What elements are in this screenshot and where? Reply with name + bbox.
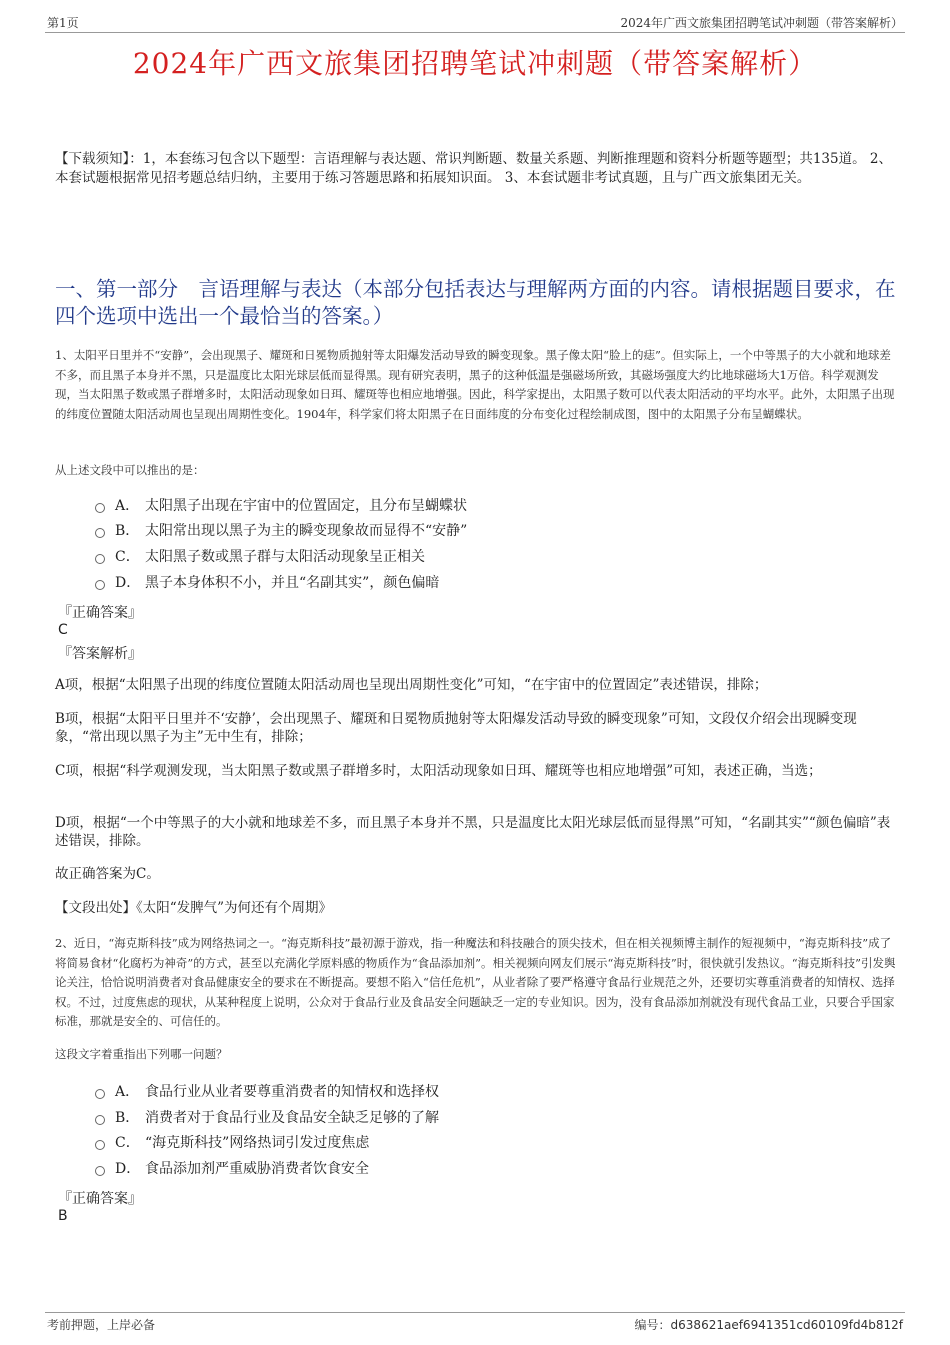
question-1-analysis-label: 『答案解析』 — [58, 646, 142, 662]
question-2-option-b[interactable] — [95, 1108, 439, 1128]
radio-icon[interactable] — [95, 1115, 105, 1125]
question-2-answer: B — [58, 1208, 68, 1224]
footer-slogan: 考前押题，上岸必备 — [47, 1318, 156, 1332]
option-key: A． — [115, 1084, 140, 1100]
question-2-stem: 2、近日，“海克斯科技”成为网络热词之一。“海克斯科技”最初源于游戏，指一种魔法和科技融合的顶尖技术，但在相关视频博主制作的短视频中，“海克斯科技”成了将简易食材“化腐朽为神奇”的方式，甚至以充满化学原料感的物质作为“食品添加剂”。相关视频向网友们展示“海克斯科技”时，很快就引发热议。“海克斯科技”引发舆论关注，恰恰说明消费者对食品健康安全的要求在不断提高。要想不陷入“信任危机”，从业者除了要严格遵守食品行业规范之外，还要切实尊重消费者的知情权、选择权。不过，过度焦虑的现状，从某种程度上说明，公众对于食品行业及食品安全问题缺乏一定的专业知识。因为，没有食品添加剂就没有现代食品工业，只要合乎国家标准，那就是安全的、可信任的。 — [55, 936, 896, 1028]
analysis-item-c: C项，根据“科学观测发现，当太阳黑子数或黑子群增多时，太阳活动现象如日珥、耀斑等也相应地增强”可知，表述正确，当选； — [55, 763, 822, 779]
question-1-stem: 1、太阳平日里并不“安静”，会出现黑子、耀斑和日冕物质抛射等太阳爆发活动导致的瞬变现象。黑子像太阳“脸上的痣”。但实际上，一个中等黑子的大小就和地球差不多，而且黑子本身并不黑，只是温度比太阳光球层低而显得黑。现有研究表明，黑子的这种低温是强磁场所致，其磁场强度大约比地球磁场大1万倍。科学观测发现，当太阳黑子数或黑子群增多时，太阳活动现象如日珥、耀斑等也相应地增强。因此，科学家提出，太阳黑子数可以代表太阳活动的平均水平。此外，太阳黑子出现的纬度位置随太阳活动周也呈现出周期性变化。1904年，科学家们将太阳黑子在日面纬度的分布变化过程绘制成图，图中的太阳黑子分布呈蝴蝶状。 — [55, 348, 895, 421]
question-1-source: 【文段出处】《太阳“发脾气”为何还有个周期》 — [55, 900, 333, 916]
question-1-prompt: 从上述文段中可以推出的是： — [55, 463, 205, 477]
footer-code-label: 编号： — [634, 1318, 671, 1332]
option-key: C． — [115, 1135, 140, 1151]
option-key: D． — [115, 575, 141, 591]
option-text: “海克斯科技”网络热词引发过度焦虑 — [145, 1135, 370, 1151]
option-key: B． — [115, 1110, 140, 1126]
analysis-item-b: B项，根据“太阳平日里并不‘安静’，会出现黑子、耀斑和日冕物质抛射等太阳爆发活动导致的瞬变现象”可知，文段仅介绍会出现瞬变现象，“常出现以黑子为主”无中生有，排除； — [55, 711, 857, 745]
radio-icon[interactable] — [95, 528, 105, 538]
option-text: 黑子本身体积不小，并且“名副其实”，颜色偏暗 — [145, 575, 440, 591]
page-number: 第1页 — [47, 16, 79, 30]
question-1-answer: C — [58, 622, 68, 638]
radio-icon[interactable] — [95, 580, 105, 590]
radio-icon[interactable] — [95, 503, 105, 513]
header-doc-title: 2024年广西文旅集团招聘笔试冲刺题（带答案解析） — [620, 16, 903, 30]
option-text: 太阳常出现以黑子为主的瞬变现象故而显得不“安静” — [145, 523, 468, 539]
analysis-item-d: D项，根据“一个中等黑子的大小就和地球差不多，而且黑子本身并不黑，只是温度比太阳光球层低而显得黑”可知，“名副其实”“颜色偏暗”表述错误，排除。 — [55, 815, 891, 849]
question-1-option-a[interactable] — [95, 496, 467, 516]
option-text: 食品添加剂严重威胁消费者饮食安全 — [145, 1161, 369, 1177]
radio-icon[interactable] — [95, 1140, 105, 1150]
option-key: C． — [115, 549, 140, 565]
question-2-prompt: 这段文字着重指出下列哪一问题？ — [55, 1047, 228, 1061]
analysis-item-a: A项，根据“太阳黑子出现的纬度位置随太阳活动周也呈现出周期性变化”可知，“在宇宙中的位置固定”表述错误，排除； — [55, 677, 768, 693]
option-text: 消费者对于食品行业及食品安全缺乏足够的了解 — [145, 1110, 439, 1126]
page-header — [45, 14, 905, 33]
radio-icon[interactable] — [95, 554, 105, 564]
section-title: 一、第一部分 言语理解与表达（本部分包括表达与理解两方面的内容。请根据题目要求，在四个选项中选出一个最恰当的答案。） — [55, 277, 896, 328]
radio-icon[interactable] — [95, 1166, 105, 1176]
footer-code-value: d638621aef6941351cd60109fd4b812f — [670, 1318, 903, 1332]
question-1-option-c[interactable] — [95, 547, 425, 567]
question-1-option-d[interactable] — [95, 573, 439, 593]
option-text: 太阳黑子数或黑子群与太阳活动现象呈正相关 — [145, 549, 425, 565]
question-2-option-d[interactable] — [95, 1159, 369, 1179]
option-text: 食品行业从业者要尊重消费者的知情权和选择权 — [145, 1084, 439, 1100]
analysis-conclusion: 故正确答案为C。 — [55, 866, 160, 882]
question-1-option-b[interactable] — [95, 521, 467, 541]
download-notice: 【下载须知】：1，本套练习包含以下题型：言语理解与表达题、常识判断题、数量关系题、判断推理题和资料分析题等题型；共135道。 2、本套试题根据常见招考题总结归纳，主要用于练习答题思路和拓展知识面。 3、本套试题非考试真题，且与广西文旅集团无关。 — [55, 151, 892, 186]
question-2-option-a[interactable] — [95, 1082, 439, 1102]
radio-icon[interactable] — [95, 1089, 105, 1099]
question-1-answer-label: 『正确答案』 — [58, 605, 142, 621]
question-2-option-c[interactable] — [95, 1133, 369, 1153]
page-title: 2024年广西文旅集团招聘笔试冲刺题（带答案解析） — [132, 47, 818, 80]
footer-code — [635, 1316, 903, 1333]
option-text: 太阳黑子出现在宇宙中的位置固定，且分布呈蝴蝶状 — [145, 498, 467, 514]
question-2-answer-label: 『正确答案』 — [58, 1191, 142, 1207]
option-key: D． — [115, 1161, 141, 1177]
page-footer — [45, 1312, 905, 1333]
option-key: A． — [115, 498, 140, 514]
option-key: B． — [115, 523, 140, 539]
